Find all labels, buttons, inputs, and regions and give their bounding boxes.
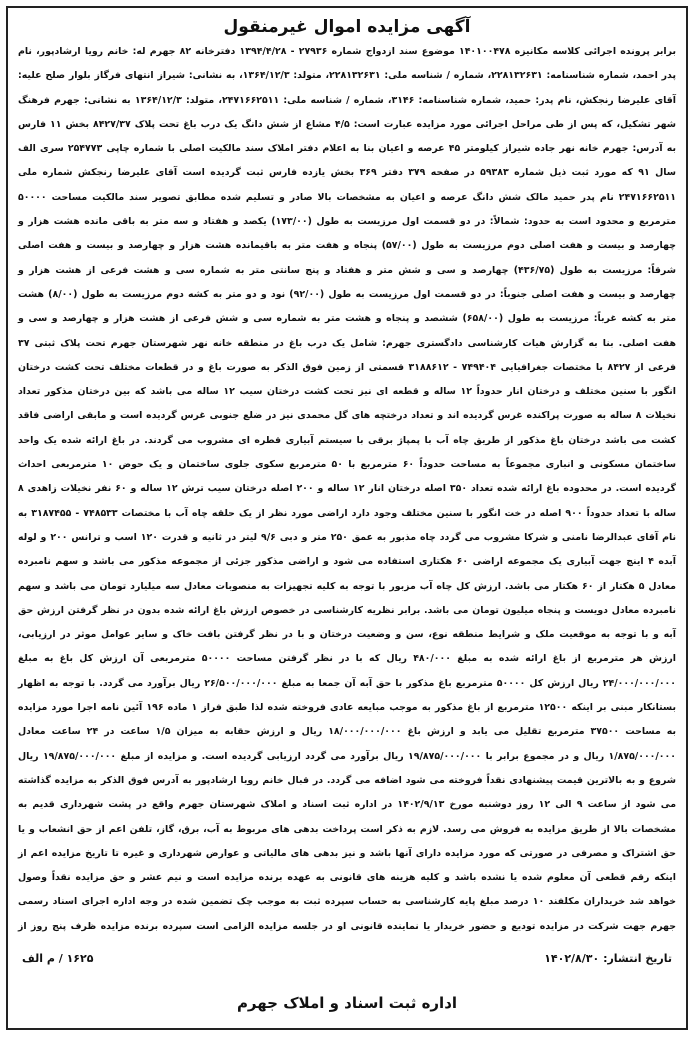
issuing-office: اداره ثبت اسناد و املاک جهرم: [236, 994, 458, 1012]
notice-title: آگهی مزایده اموال غیرمنقول: [223, 17, 471, 37]
notice-frame: [6, 6, 688, 1030]
notice-body: برابر پرونده اجرائی کلاسه مکانیزه ۱۴۰۱۰۰۴۷۸ موضوع سند ازدواج شماره ۲۷۹۳۶ - ۱۳۹۴/۴/۲۸ دفترخانه ۸۲ جهرم له: خانم رویا ارشادپور، نام پدر احمد، شماره شناسنامه: ۲۲۸۱۳۲۶۳۱، شماره / شناسه ملی: ۲۲۸۱۳۲۶۳۱، متولد: ۱۳۶۴/۱۲/۳، به نشانی: شیراز انتهای فرگاز بلوار صلح علیه: آقای علیرضا رنجکش، نام پدر: حمید، شماره شناسنامه: ۳۱۴۶، شماره / شناسه ملی: ۲۴۷۱۶۶۲۵۱۱، متولد: ۱۳۶۴/۱۲/۳ به نشانی: جهرم فرهنگ شهر تشکیل، که پس از طی مراحل اجرائی مورد مزایده عبارت است: ۴/۵ مشاع از شش دانگ یک درب باغ تحت پلاک ۸۴۲۷/۳۷ بخش ۱۱ فارس به آدرس: جهرم خانه نهر جاده شیراز کیلومتر ۴۵ عرصه و اعیان بنا به اعلام دفتر املاک سند مالکیت اصلی با شماره چاپی ۲۵۴۷۷۳ سری الف سال ۹۱ که مورد ثبت ذیل شماره ۵۹۳۸۳ در صفحه ۳۷۹ دفتر ۳۶۹ بخش یازده فارس ثبت گردیده است آقای علیرضا رنجکش شماره ملی ۲۴۷۱۶۶۲۵۱۱ نام پدر حمید مالک شش دانگ عرصه و اعیان به مشخصات بالا صادر و تسلیم شده مطابق تصویر سند مالکیت مساحت ۵۰۰۰۰ مترمربع و محدود است به حدود: شمالاً: در دو قسمت اول مرزیست به طول (۱۷۳/۰۰) یکصد و هفتاد و سه متر به باقی مانده هشت هزار و چهارصد و بیست و هفت اصلی دوم مرزیست به طول (۵۷/۰۰) پنجاه و هفت متر به باقیمانده هشت هزار و چهارصد و بیست و هفت اصلی شرقاً: مرزیست به طول (۴۳۶/۷۵) چهارصد و سی و شش متر و هفتاد و پنج سانتی متر به شماره سی و هشت فرعی از هشت هزار و چهارصد و بیست و هفت اصلی جنوباً: در دو قسمت اول مرزیست به طول (۹۲/۰۰) نود و دو متر به کشه دوم مرزیست به طول (۸/۰۰) هشت متر به کشه غرباً: مرزیست به طول (۶۵۸/۰۰) ششصد و پنجاه و هشت متر به شماره سی و شش فرعی از هشت هزار و چهارصد و سی و هفت اصلی. بنا به گزارش هیات کارشناسی دادگستری جهرم: شامل یک درب باغ در منطقه خانه نهر شهرستان جهرم تحت پلاک ثبتی ۳۷ فرعی از ۸۴۲۷ با مختصات جغرافیایی ۷۴۹۴۰۴ - ۳۱۸۸۶۱۲ قسمتی از زمین فوق الذکر به صورت باغ و در قطعات مختلف تحت کشت درختان انگور با سنین مختلف و درختان انار حدوداً ۱۲ ساله و قطعه ای نیز تحت کشت درختان سیب ۱۲ ساله می باشد که بین درختان مذکور تعداد نخیلات ۸ ساله به صورت پراکنده غرس گردیده اند و تعداد درختچه های گل محمدی نیز در ضلع جنوبی غرس گردیده است و مابقی اراضی فاقد کشت می باشد درختان باغ مذکور از طریق چاه آب با پمپاژ برقی با سیستم آبیاری قطره ای مشروب می گردند. در باغ ارائه شده یک واحد ساختمان مسکونی و انباری مجموعاً به مساحت حدوداً ۶۰ مترمربع با ۵۰ مترمربع سکوی جلوی ساختمان و یک حوض ۱۰ مترمربعی احداث گردیده است. در محدوده باغ ارائه شده تعداد ۳۵۰ اصله درختان انار ۱۲ ساله و ۲۰۰ اصله درختان سیب ترش ۱۲ ساله و ۶۰ نفر نخیلات زاهدی ۸ ساله با تعداد حدوداً ۹۰۰ اصله در خت انگور با سنین مختلف وجود دارد اراضی مورد نظر از یک حلقه چاه آب با مختصات ۷۴۸۵۳۳ - ۳۱۸۷۴۵۵ به نام آقای عبدالرضا نامنی و شرکا مشروب می گردد چاه مذبور به عمق ۲۵۰ متر و دبی ۹/۶ لیتر در ثانیه و قدرت ۱۲۰ اسب و ترانس ۲۰۰ و لوله آبده ۴ اینچ جهت آبیاری یک مجموعه اراضی ۶۰ هکتاری استفاده می شود و اراضی مذکور جزئی از مجموعه مذکور می باشد و سهم نامبرده معادل ۵ هکتار از ۶۰ هکتار می باشد. ارزش کل چاه آب مزبور با توجه به کلیه تجهیزات به منصوبات معادل سه میلیارد تومان می باشد و سهم نامبرده معادل دویست و پنجاه میلیون تومان می باشد. برابر نظریه کارشناسی در خصوص ارزش باغ ارائه شده بدون در نظر گرفتن ارزش حق آبه و با توجه به موقعیت ملک و شرایط منطقه نوع، سن و وضعیت درختان و با در نظر گرفتن بافت خاک و سایر عوامل موثر در ارزیابی، ارزش هر مترمربع از باغ ارائه شده به مبلغ ۴۸۰/۰۰۰ ریال که با در نظر گرفتن مساحت ۵۰۰۰۰ مترمربعی آن ارزش کل باغ به مبلغ ۲۴/۰۰۰/۰۰۰/۰۰۰ ریال ارزش کل ۵۰۰۰۰ مترمربع باغ مذکور با حق آبه آن جمعا به مبلغ ۲۶/۵۰۰/۰۰۰/۰۰۰ ریال برآورد می گردد. با توجه به اظهار بستانکار مبنی بر اینکه ۱۲۵۰۰ مترمربع از باغ مذکور به موجب مبایعه عادی فروخته شده لذا طبق فراز ۱ ماده ۱۹۶ آئین نامه اجرا مورد مزایده به مساحت ۳۷۵۰۰ مترمربع تقلیل می یابد و ارزش باغ ۱۸/۰۰۰/۰۰۰/۰۰۰ ریال و ارزش حقابه به میزان ۱/۵ ساعت در ۲۴ ساعت معادل ۱/۸۷۵/۰۰۰/۰۰۰ ریال و در مجموع برابر با ۱۹/۸۷۵/۰۰۰/۰۰۰ ریال برآورد می گردد ارزیابی گردیده است. و مزایده از مبلغ ۱۹/۸۷۵/۰۰۰/۰۰۰ ریال شروع و به بالاترین قیمت پیشنهادی نقداً فروخته می شود اضافه می گردد. در قبال خانم رویا ارشادپور به آدرس فوق الذکر به مزایده گذاشته می شود از ساعت ۹ الی ۱۲ روز دوشنبه مورخ ۱۴۰۲/۹/۱۳ در اداره ثبت اسناد و املاک شهرستان جهرم واقع در پشت شهرداری قدیم به مشخصات بالا از طریق مزایده به فروش می رسد. لازم به ذکر است پرداخت بدهی های مربوط به آب، برق، گاز، تلفن اعم از حق انشعاب و یا حق اشتراک و مصرفی در صورتی که مورد مزایده دارای آنها باشد و نیز بدهی های مالیاتی و عوارض شهرداری و غیره تا تاریخ مزایده اعم از اینکه رقم قطعی آن معلوم شده یا نشده باشد و کلیه هزینه های قانونی به عهده برنده مزایده است و نیم عشر و حق مزایده نقداً وصول خواهد شد خریداران مکلفند ۱۰ درصد مبلغ پایه کارشناسی به حساب سپرده ثبت به موجب چک تضمین شده در وجه اداره اجرای اسناد رسمی جهرم جهت شرکت در مزایده تودیع و حضور خریدار یا نماینده قانونی او در جلسه مزایده الزامی است سپرده برنده مزایده ظرف پنج روز از: [18, 46, 677, 932]
notice-footer: [8, 946, 686, 970]
publish-date: تاریخ انتشار: ۱۴۰۲/۸/۳۰: [544, 951, 672, 965]
notice-code: ۱۶۲۵ / م الف: [22, 951, 94, 965]
